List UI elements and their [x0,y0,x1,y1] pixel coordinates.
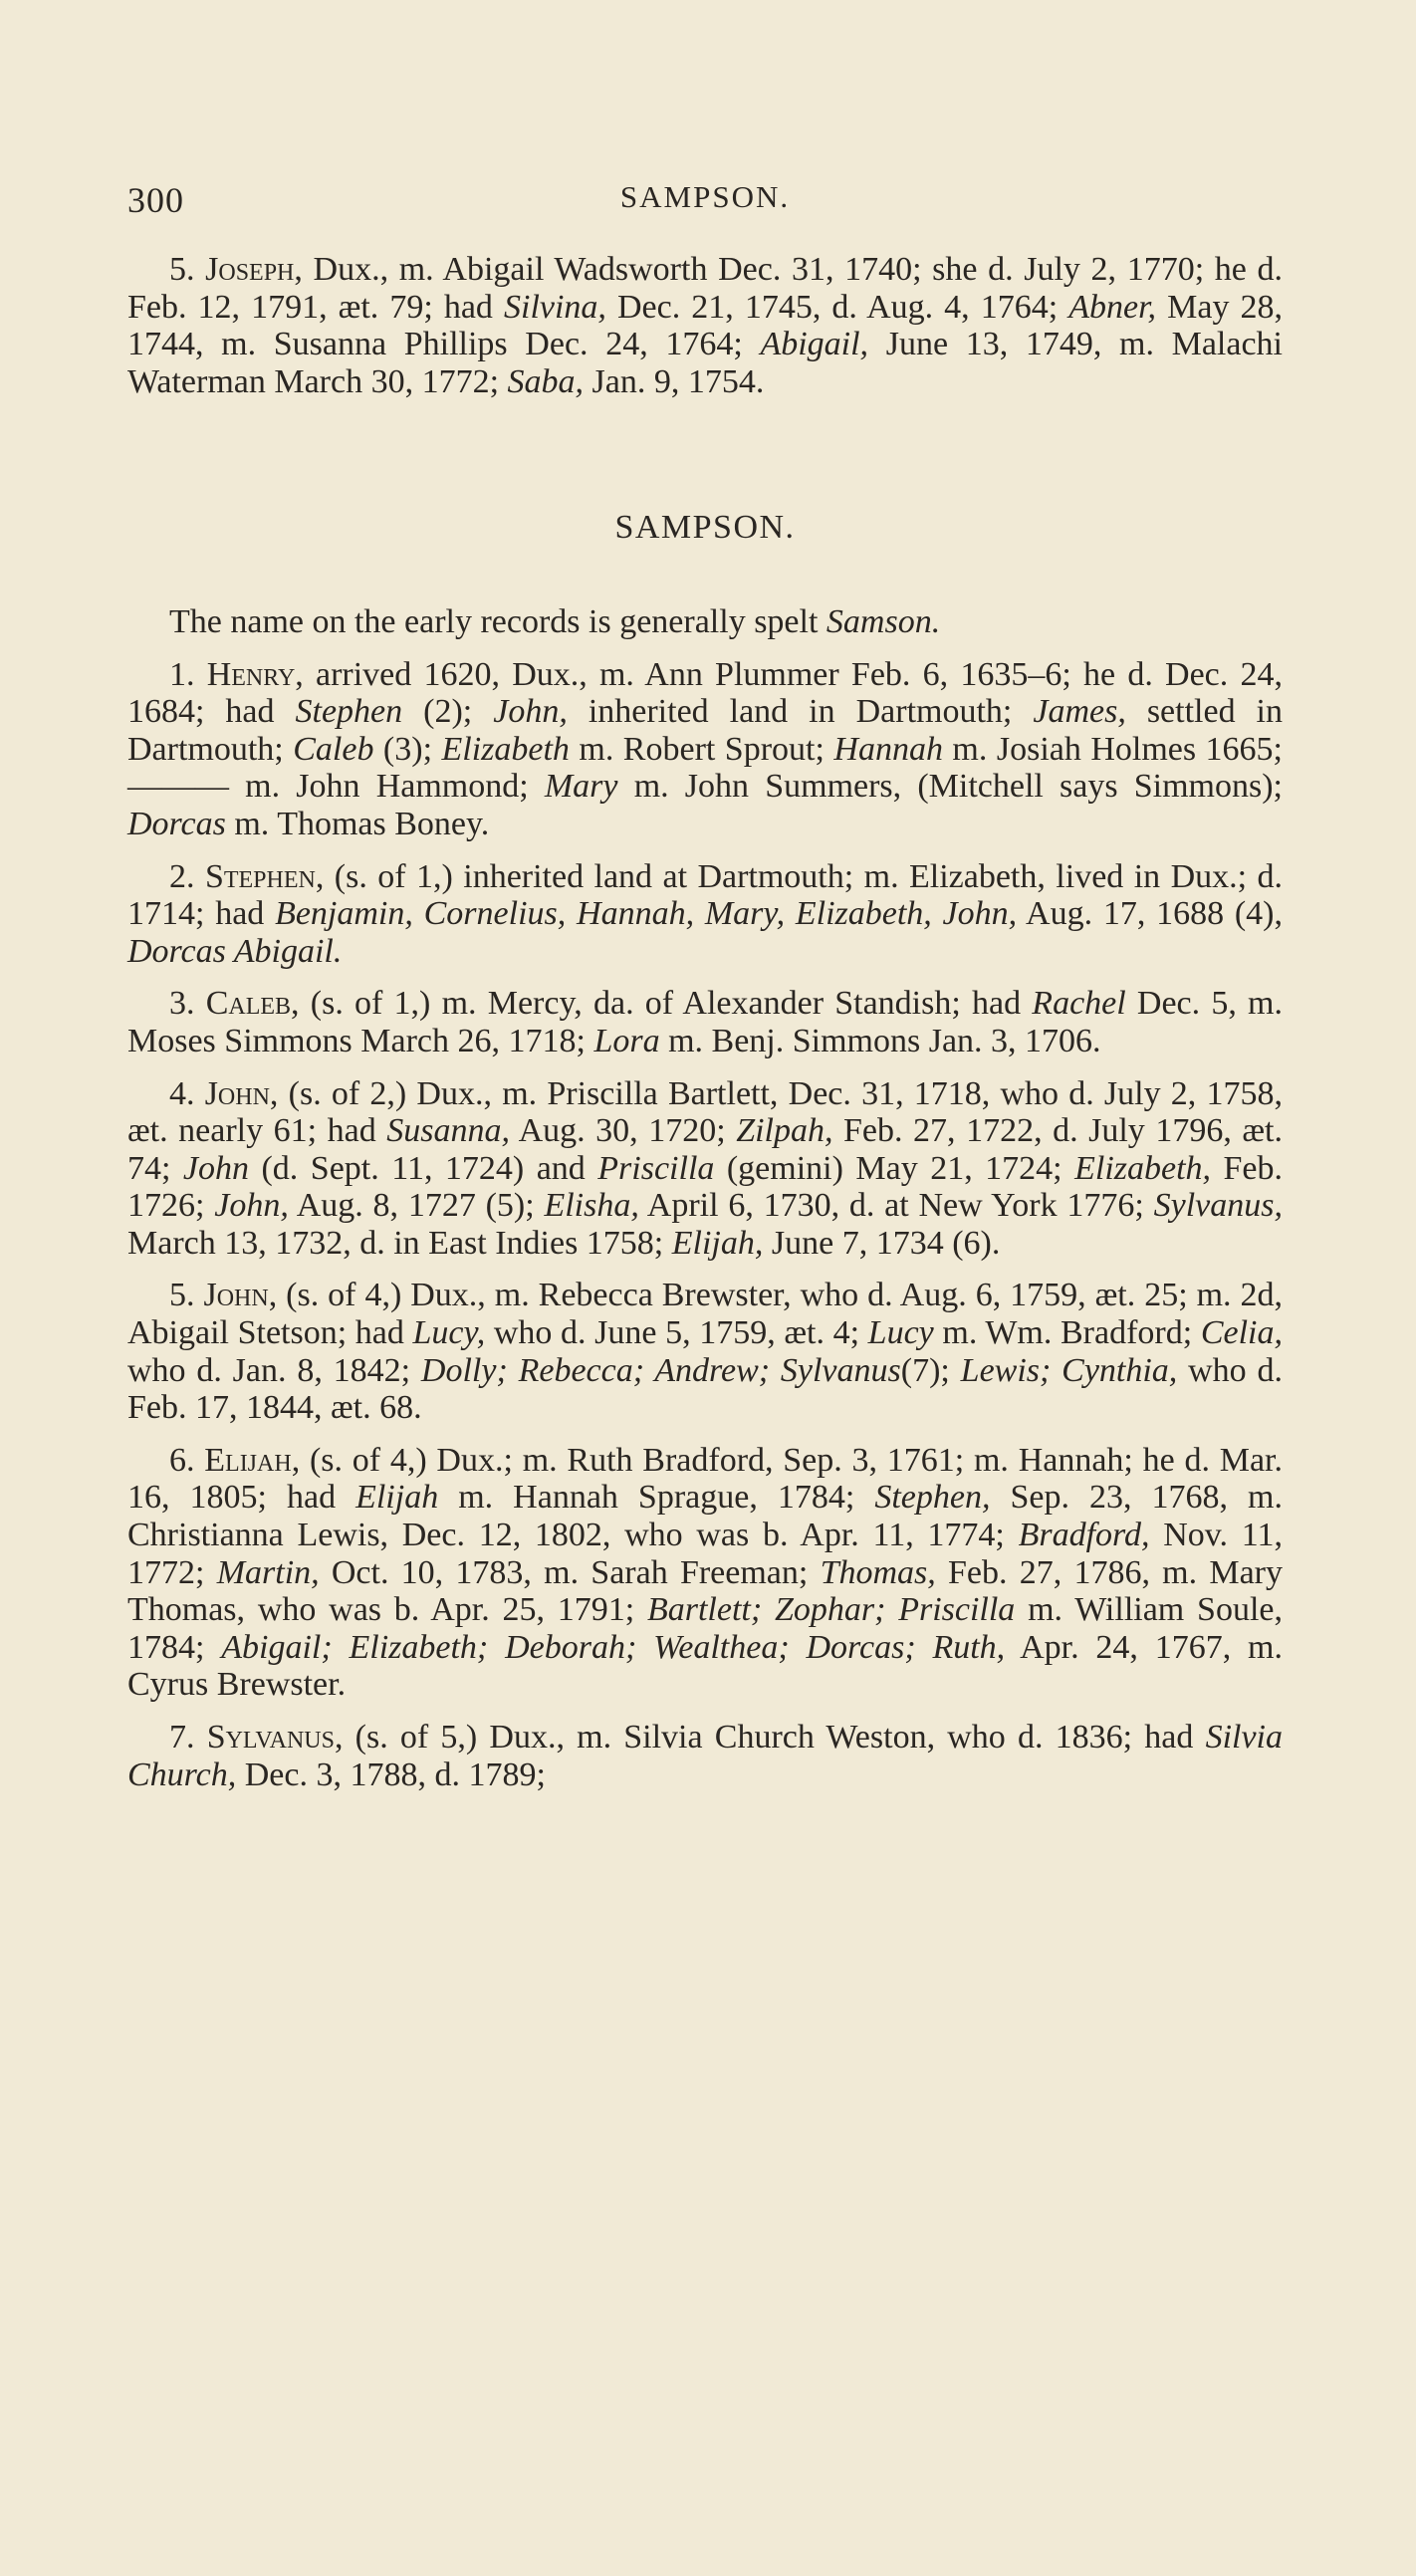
entry-john-5: 5. John, (s. of 4,) Dux., m. Rebecca Brewster, who d. Aug. 6, 1759, æt. 25; m. 2d, Abigail Stetson; had Lucy, who d. June 5, 1759, æt. 4; Lucy m. Wm. Bradford; Celia, who d. Jan. 8, 1842; Dolly; Rebecca; Andrew; Sylvanus(7); Lewis; Cynthia, who d. Feb. 17, 1844, æt. 68. [127,1277,1284,1427]
running-title: SAMPSON. [619,179,791,214]
entry-name: Caleb, [205,985,300,1023]
running-head [127,179,1283,229]
entry-sylvanus: 7. Sylvanus, (s. of 5,) Dux., m. Silvia Church Weston, who d. 1836; had Silvia Church, Dec. 3, 1788, d. 1789; [127,1719,1283,1793]
entry-stephen: 2. Stephen, (s. of 1,) inherited land at Dartmouth; m. Elizabeth, lived in Dux.; d. 1714; had Benjamin, Cornelius, Hannah, Mary, Elizabeth, John, Aug. 17, 1688 (4), Dorcas Abigail. [127,857,1284,970]
entry-name: Henry, [206,655,304,693]
entry-name: Sylvanus, [206,1719,344,1756]
section-heading: SAMPSON. [614,509,796,547]
entry-henry: 1. Henry, arrived 1620, Dux., m. Ann Plummer Feb. 6, 1635–6; he d. Dec. 24, 1684; had Stephen (2); John, inherited land in Dartmouth; James, settled in Dartmouth; Caleb (3); Elizabeth m. Robert Sprout; Hannah m. Josiah Holmes 1665; ——— m. John Hammond; Mary m. John Summers, (Mitchell says Simmons); Dorcas m. Thomas Boney. [127,655,1284,842]
section-intro: The name on the early records is generally spelt Samson. [169,602,941,640]
text-column [127,251,1283,1793]
entry-name: John, [204,1074,279,1112]
page-number: 300 [127,180,184,220]
entry-name: Joseph, [205,251,303,288]
entry-elijah: 6. Elijah, (s. of 4,) Dux.; m. Ruth Bradford, Sep. 3, 1761; m. Hannah; he d. Mar. 16, 1805; had Elijah m. Hannah Sprague, 1784; Stephen, Sep. 23, 1768, m. Christianna Lewis, Dec. 12, 1802, who was b. Apr. 11, 1774; Bradford, Nov. 11, 1772; Martin, Oct. 10, 1783, m. Sarah Freeman; Thomas, Feb. 27, 1786, m. Mary Thomas, who was b. Apr. 25, 1791; Bartlett; Zophar; Priscilla m. William Soule, 1784; Abigail; Elizabeth; Deborah; Wealthea; Dorcas; Ruth, Apr. 24, 1767, m. Cyrus Brewster. [127,1441,1284,1704]
entry-name: Stephen, [204,857,325,895]
entry-name: John, [203,1277,278,1314]
entry-john-4: 4. John, (s. of 2,) Dux., m. Priscilla Bartlett, Dec. 31, 1718, who d. July 2, 1758, æt. nearly 61; had Susanna, Aug. 30, 1720; Zilpah, Feb. 27, 1722, d. July 1796, æt. 74; John (d. Sept. 11, 1724) and Priscilla (gemini) May 21, 1724; Elizabeth, Feb. 1726; John, Aug. 8, 1727 (5); Elisha, April 6, 1730, d. at New York 1776; Sylvanus, March 13, 1732, d. in East Indies 1758; Elijah, June 7, 1734 (6). [127,1074,1284,1262]
entry-joseph: 5. Joseph, Dux., m. Abigail Wadsworth Dec. 31, 1740; she d. July 2, 1770; he d. Feb. 12, 1791, æt. 79; had Silvina, Dec. 21, 1745, d. Aug. 4, 1764; Abner, May 28, 1744, m. Susanna Phillips Dec. 24, 1764; Abigail, June 13, 1749, m. Malachi Waterman March 30, 1772; Saba, Jan. 9, 1754. [127,251,1283,400]
entry-caleb: 3. Caleb, (s. of 1,) m. Mercy, da. of Alexander Standish; had Rachel Dec. 5, m. Moses Simmons March 26, 1718; Lora m. Benj. Simmons Jan. 3, 1706. [127,985,1284,1059]
entry-name: Elijah, [204,1441,301,1479]
